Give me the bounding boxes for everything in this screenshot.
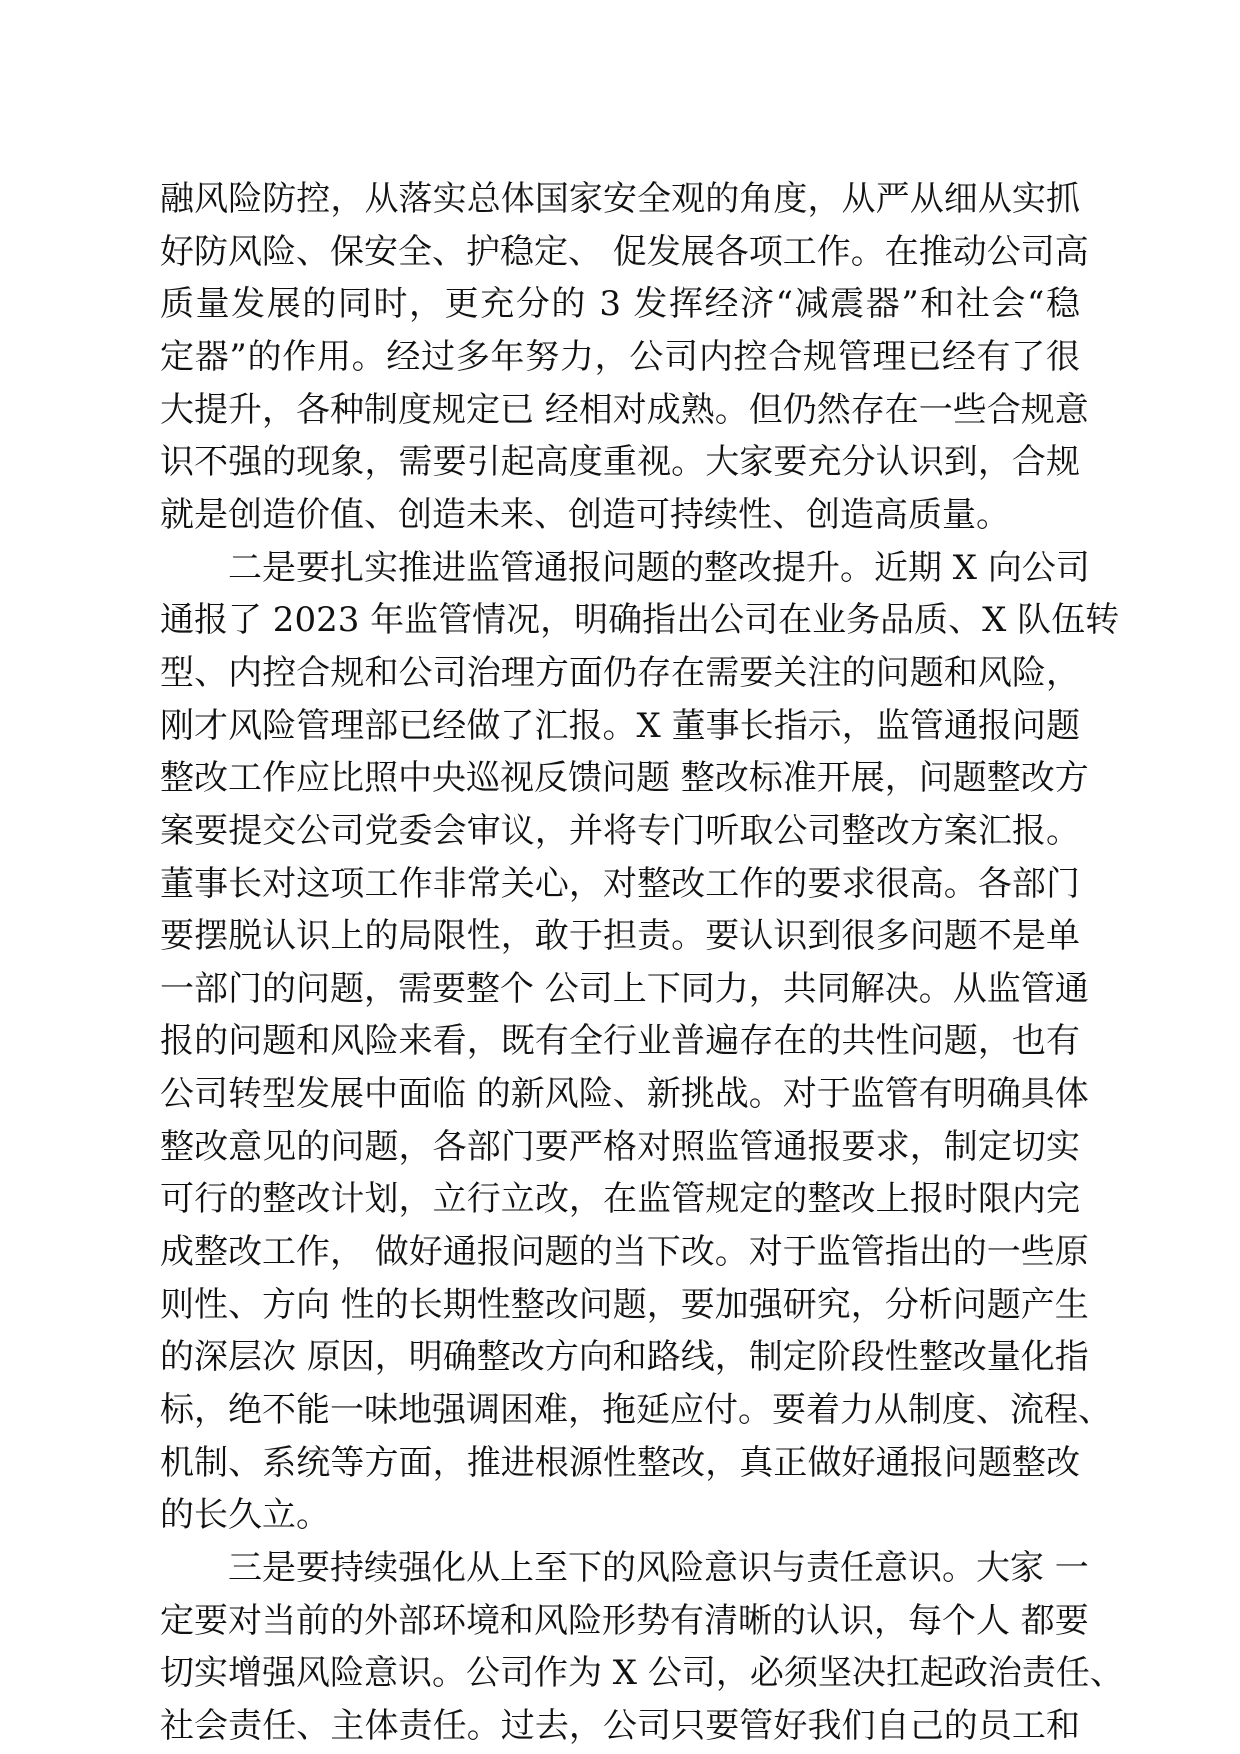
paragraph-start-line: 二是要扎实推进监管通报问题的整改提升。近期 X 向公司 (228, 548, 1090, 588)
text-line: 定要对当前的外部环境和风险形势有清晰的认识，每个人 都要 (160, 1601, 1089, 1641)
paragraph-start-line: 三是要持续强化从上至下的风险意识与责任意识。大家 一 (228, 1548, 1089, 1588)
text-line: 可行的整改计划，立行立改，在监管规定的整改上报时限内完 (160, 1179, 1080, 1219)
text-line: 报的问题和风险来看，既有全行业普遍存在的共性问题，也有 (160, 1021, 1080, 1061)
text-line: 公司转型发展中面临 的新风险、新挑战。对于监管有明确具体 (160, 1074, 1089, 1114)
text-line: 质量发展的同时，更充分的 3 发挥经济“减震器”和社会“稳 (160, 284, 1080, 324)
text-line: 识不强的现象，需要引起高度重视。大家要充分认识到，合规 (160, 442, 1080, 482)
text-line: 机制、系统等方面，推进根源性整改，真正做好通报问题整改 (160, 1443, 1080, 1483)
text-line: 一部门的问题，需要整个 公司上下同力，共同解决。从监管通 (160, 969, 1089, 1009)
paragraph-end-line: 就是创造价值、创造未来、创造可持续性、创造高质量。 (160, 495, 1010, 535)
text-line: 整改意见的问题，各部门要严格对照监管通报要求，制定切实 (160, 1127, 1080, 1167)
text-line: 则性、方向 性的长期性整改问题，要加强研究，分析问题产生 (160, 1285, 1089, 1325)
text-line: 社会责任、主体责任。过去，公司只要管好我们自己的员工和 (160, 1706, 1080, 1746)
text-line: 刚才风险管理部已经做了汇报。X 董事长指示，监管通报问题 (160, 706, 1080, 746)
text-line: 成整改工作， 做好通报问题的当下改。对于监管指出的一些原 (160, 1232, 1089, 1272)
text-line: 标，绝不能一味地强调困难，拖延应付。要着力从制度、流程、 (160, 1390, 1112, 1430)
text-line: 切实增强风险意识。公司作为 X 公司，必须坚决扛起政治责任、 (160, 1653, 1124, 1693)
text-line: 融风险防控，从落实总体国家安全观的角度，从严从细从实抓 (160, 179, 1080, 219)
text-line: 通报了 2023 年监管情况，明确指出公司在业务品质、X 队伍转 (160, 600, 1120, 640)
text-line: 型、内控合规和公司治理方面仍存在需要关注的问题和风险， (160, 653, 1080, 693)
text-line: 定器”的作用。经过多年努力，公司内控合规管理已经有了很 (160, 337, 1080, 377)
text-line: 董事长对这项工作非常关心，对整改工作的要求很高。各部门 (160, 864, 1080, 904)
text-line: 案要提交公司党委会审议，并将专门听取公司整改方案汇报。 (160, 811, 1080, 851)
text-line: 的深层次 原因，明确整改方向和路线，制定阶段性整改量化指 (160, 1337, 1089, 1377)
paragraph-end-line: 的长久立。 (160, 1495, 330, 1535)
text-line: 要摆脱认识上的局限性，敢于担责。要认识到很多问题不是单 (160, 916, 1080, 956)
text-line: 整改工作应比照中央巡视反馈问题 整改标准开展，问题整改方 (160, 758, 1089, 798)
text-line: 好防风险、保安全、护稳定、 促发展各项工作。在推动公司高 (160, 232, 1089, 272)
text-line: 大提升，各种制度规定已 经相对成熟。但仍然存在一些合规意 (160, 390, 1089, 430)
